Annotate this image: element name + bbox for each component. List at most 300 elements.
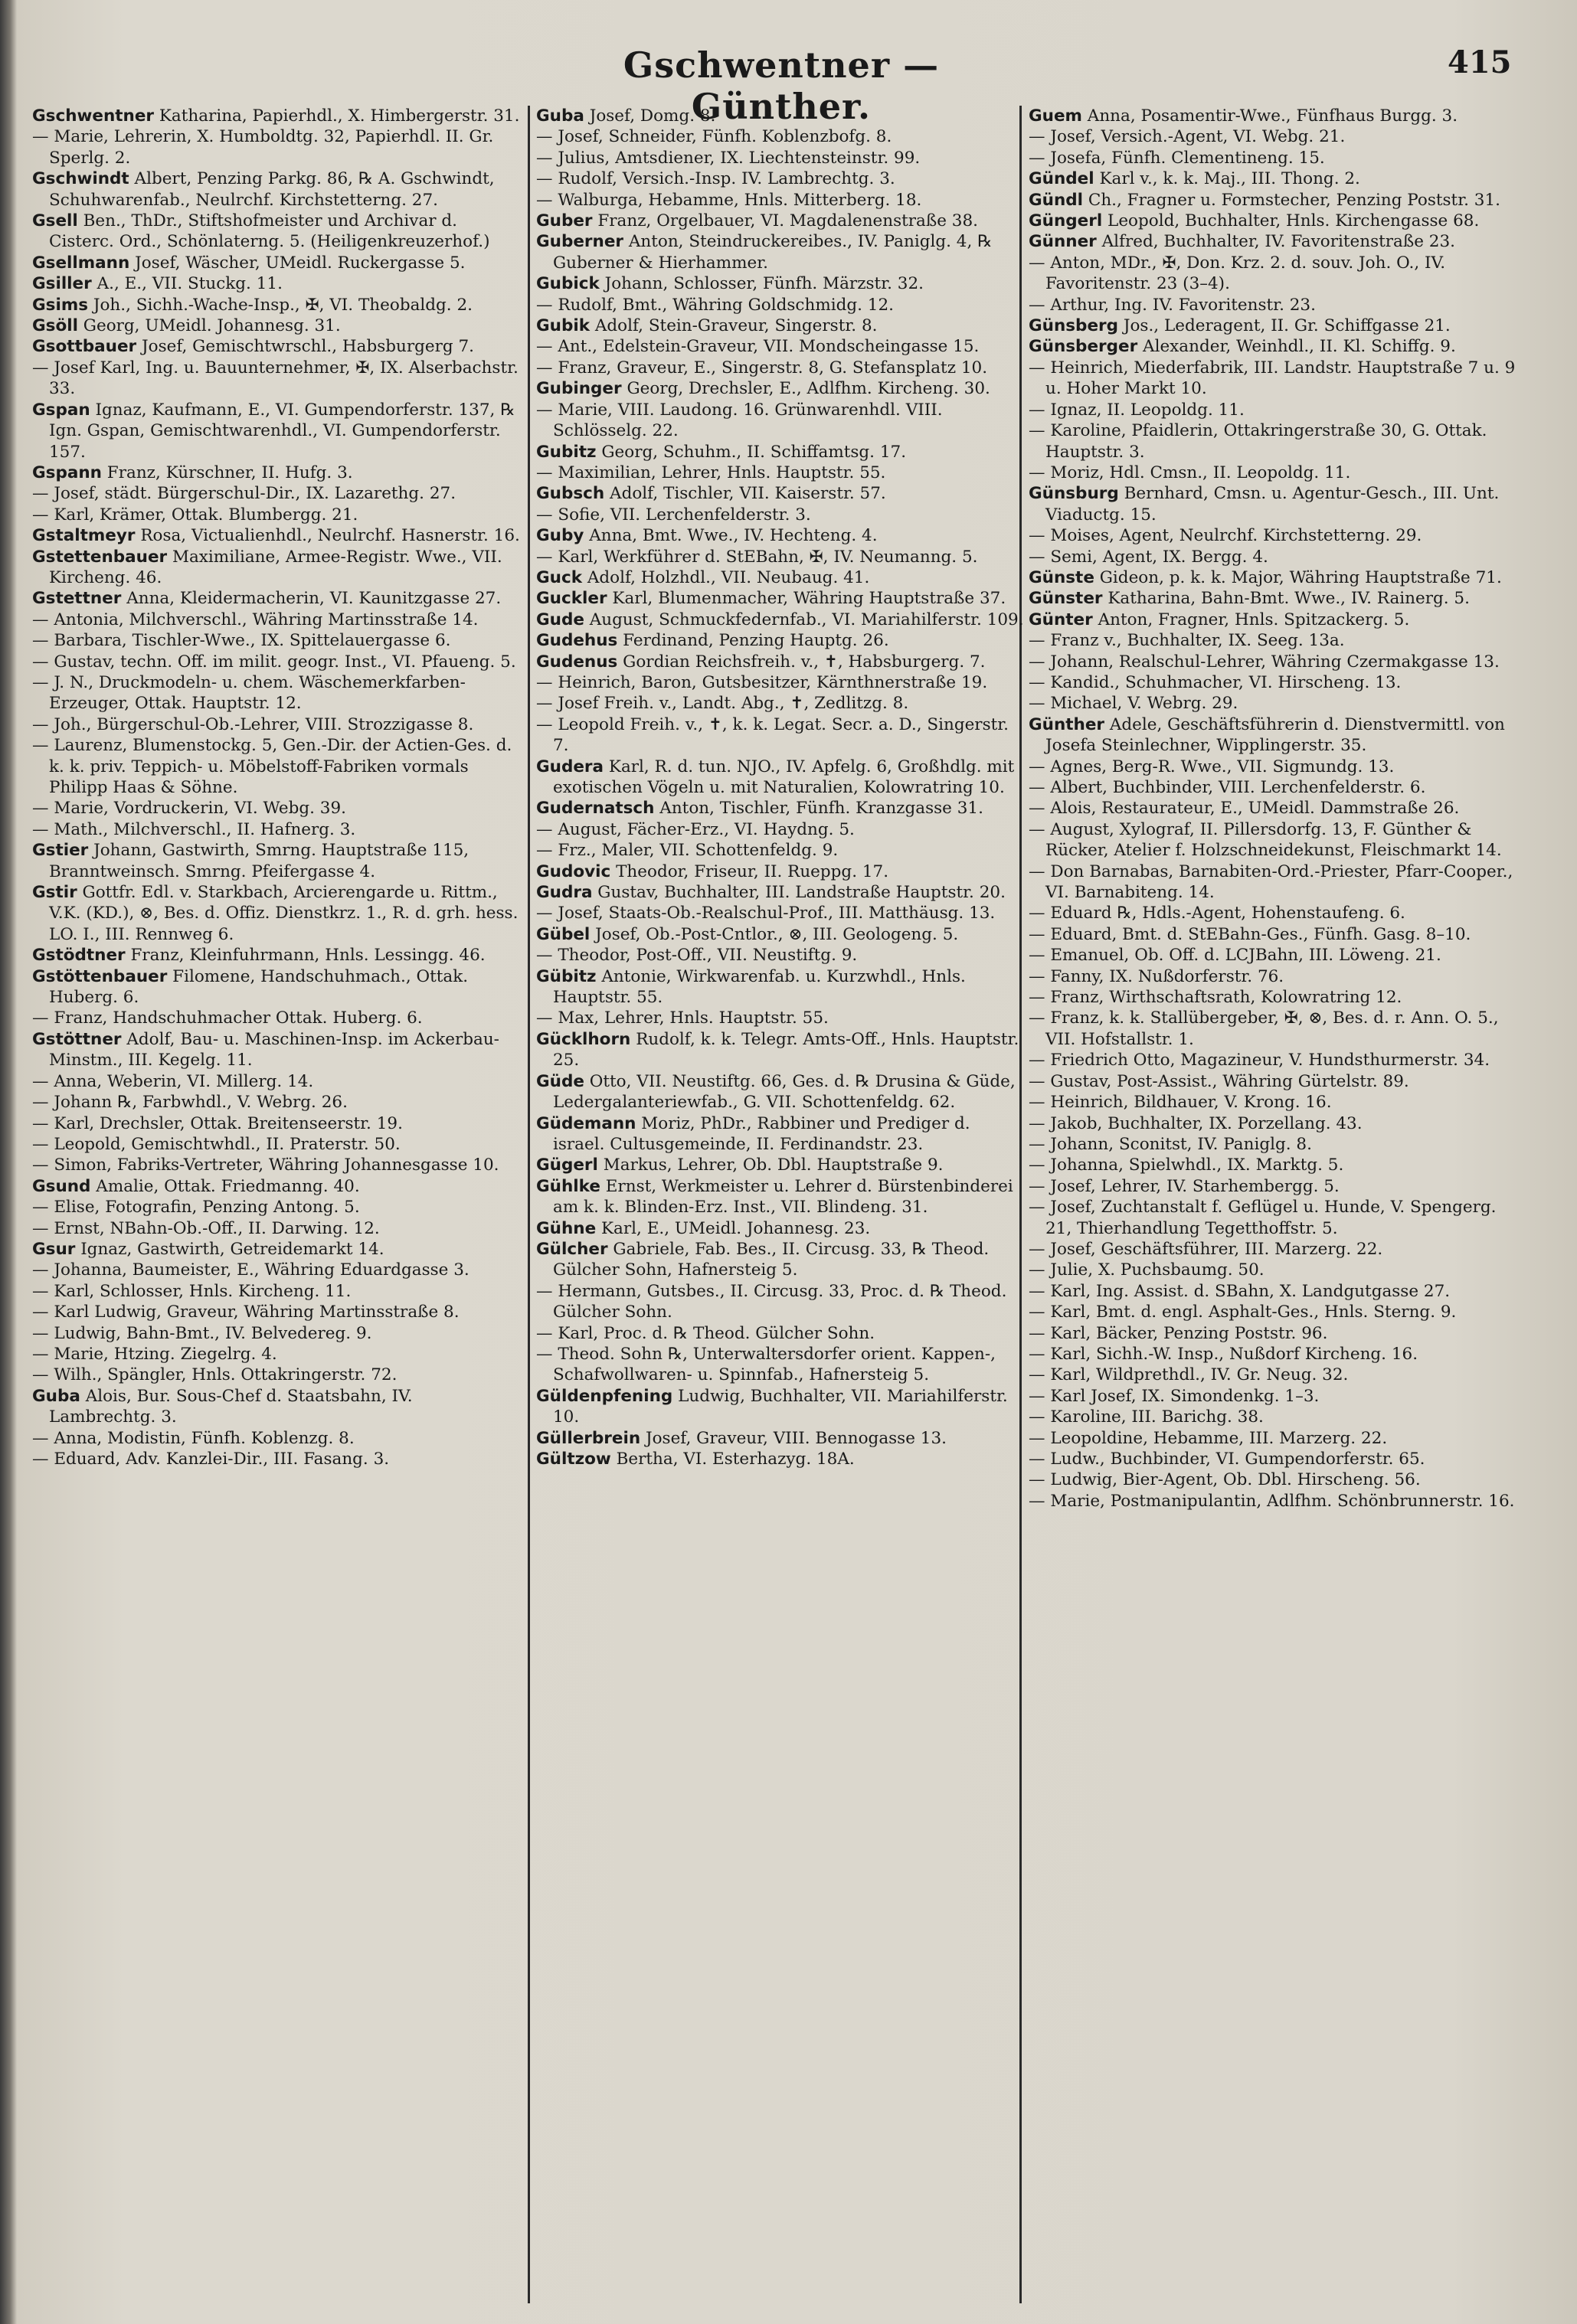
directory-entry (32, 1092, 522, 1113)
entry-details: — Heinrich, Baron, Gutsbesitzer, Kärnthnerstraße 19. (536, 672, 988, 692)
entry-surname: Gstaltmeyr (32, 526, 136, 546)
entry-surname: Gstettner (32, 589, 122, 609)
entry-surname: Gühne (536, 1218, 597, 1238)
directory-entry (536, 378, 1026, 399)
entry-details: — Julius, Amtsdiener, IX. Liechtensteinstr. 99. (536, 148, 921, 168)
directory-entry (1029, 1469, 1526, 1490)
entry-surname: Gsottbauer (32, 337, 137, 357)
directory-entry (32, 610, 522, 630)
entry-details: Josef, Ob.-Post-Cntlor., ⊗, III. Geologeng. 5. (590, 924, 959, 944)
directory-entry (536, 693, 1026, 714)
entry-details: — Josefa, Fünfh. Clementineng. 15. (1029, 148, 1325, 168)
entry-surname: Gstir (32, 883, 77, 903)
entry-surname: Guberner (536, 232, 624, 252)
entry-surname: Gsellmann (32, 253, 130, 273)
entry-details: — Johann, Realschul-Lehrer, Währing Czermakgasse 13. (1029, 652, 1500, 672)
directory-entry (1029, 1008, 1526, 1050)
entry-details: — Ignaz, II. Leopoldg. 11. (1029, 400, 1245, 420)
directory-entry (536, 1029, 1026, 1071)
entry-details: — Albert, Buchbinder, VIII. Lerchenfelderstr. 6. (1029, 778, 1426, 797)
entry-surname: Günther (1029, 714, 1105, 734)
entry-details: — Johanna, Spielwhdl., IX. Marktg. 5. (1029, 1155, 1344, 1175)
entry-surname: Gubitz (536, 442, 597, 462)
entry-details: — Rudolf, Bmt., Währing Goldschmidg. 12. (536, 295, 894, 315)
entry-surname: Gstödtner (32, 946, 126, 966)
entry-surname: Guber (536, 211, 593, 231)
directory-entry (1029, 1092, 1526, 1113)
directory-entry (536, 1113, 1026, 1155)
entry-details: Anna, Kleidermacherin, VI. Kaunitzgasse 27. (121, 589, 502, 609)
entry-details: — August, Fächer-Erz., VI. Haydng. 5. (536, 819, 855, 839)
entry-details: — Josef, städt. Bürgerschul-Dir., IX. Lazarethg. 27. (32, 484, 456, 504)
directory-entry (536, 463, 1026, 483)
entry-details: Ignaz, Kaufmann, E., VI. Gumpendorferstr. 137, ℞ Ign. Gspan, Gemischtwarenhdl., VI. Gumpendorferstr. 157. (49, 400, 515, 462)
directory-entry (536, 525, 1026, 546)
entry-surname: Gudehus (536, 631, 618, 651)
entry-surname: Gudera (536, 757, 604, 776)
directory-entry (1029, 1197, 1526, 1239)
entry-details: — Josef, Versich.-Agent, VI. Webg. 21. (1029, 127, 1346, 147)
entry-details: — Karl Josef, IX. Simondenkg. 1–3. (1029, 1386, 1320, 1406)
entry-details: Josef, Gemischtwrschl., Habsburgerg 7. (136, 337, 475, 357)
directory-column-3 (1029, 106, 1526, 2311)
entry-details: Joh., Sichh.-Wache-Insp., ✠, VI. Theobaldg. 2. (88, 295, 473, 315)
directory-entry (32, 1239, 522, 1260)
directory-entry (536, 652, 1026, 672)
entry-details: — Karl, Ing. Assist. d. SBahn, X. Landgutgasse 27. (1029, 1281, 1451, 1301)
entry-details: Johann, Schlosser, Fünfh. Märzstr. 32. (599, 274, 924, 294)
entry-details: Filomene, Handschuhmach., Ottak. Huberg. 6. (49, 966, 469, 1008)
entry-details: Anna, Bmt. Wwe., IV. Hechteng. 4. (584, 526, 878, 546)
entry-surname: Gubik (536, 316, 591, 336)
entry-details: Adolf, Holzhdl., VII. Neubaug. 41. (582, 567, 870, 587)
entry-details: — Ernst, NBahn-Ob.-Off., II. Darwing. 12. (32, 1218, 380, 1238)
directory-entry (1029, 1155, 1526, 1175)
directory-entry (536, 714, 1026, 757)
directory-entry (1029, 588, 1526, 609)
directory-entry (536, 168, 1026, 189)
entry-details: Karl, E., UMeidl. Johannesg. 23. (596, 1218, 871, 1238)
entry-surname: Gündl (1029, 190, 1084, 210)
entry-details: — Marie, Postmanipulantin, Adlfhm. Schönbrunnerstr. 16. (1029, 1491, 1515, 1511)
directory-entry (1029, 987, 1526, 1008)
directory-entry (32, 672, 522, 714)
directory-entry (1029, 1113, 1526, 1134)
directory-entry (536, 1176, 1026, 1218)
directory-entry (1029, 924, 1526, 945)
directory-entry (32, 1302, 522, 1322)
directory-entry (536, 1239, 1026, 1281)
entry-details: — Johann ℞, Farbwhdl., V. Webrg. 26. (32, 1093, 348, 1113)
entry-details: Josef, Domg. 8. (584, 106, 716, 126)
entry-surname: Gude (536, 610, 584, 629)
directory-entry (536, 945, 1026, 966)
entry-details: — Karl Ludwig, Graveur, Währing Martinsstraße 8. (32, 1303, 460, 1322)
entry-details: — Josef, Zuchtanstalt f. Geflügel u. Hunde, V. Spengerg. 21, Thierhandlung Tegetthoffstr. 5. (1029, 1198, 1497, 1238)
directory-entry (536, 630, 1026, 651)
entry-details: — Wilh., Spängler, Hnls. Ottakringerstr. 72. (32, 1365, 398, 1385)
entry-details: — Leopoldine, Hebamme, III. Marzerg. 22. (1029, 1428, 1388, 1448)
directory-entry (1029, 610, 1526, 630)
entry-surname: Gudovic (536, 861, 611, 881)
entry-details: — Karl, Krämer, Ottak. Blumbergg. 21. (32, 505, 358, 525)
directory-column-2 (536, 106, 1026, 2311)
entry-details: — Josef Karl, Ing. u. Bauunternehmer, ✠, IX. Alserbachstr. 33. (32, 358, 519, 399)
directory-entry (32, 1428, 522, 1449)
directory-entry (1029, 1239, 1526, 1260)
entry-details: — Ludw., Buchbinder, VI. Gumpendorferstr. 65. (1029, 1450, 1425, 1469)
directory-entry (536, 358, 1026, 378)
entry-details: Rudolf, k. k. Telegr. Amts-Off., Hnls. Hauptstr. 25. (553, 1029, 1019, 1070)
directory-entry (32, 945, 522, 966)
entry-details: — Franz, Graveur, E., Singerstr. 8, G. Stefansplatz 10. (536, 358, 988, 378)
directory-entry (32, 253, 522, 273)
directory-entry (536, 1155, 1026, 1175)
entry-details: — Karl, Schlosser, Hnls. Kircheng. 11. (32, 1281, 352, 1301)
entry-details: — Josef, Staats-Ob.-Realschul-Prof., III. Matthäusg. 13. (536, 904, 996, 923)
directory-entry (1029, 420, 1526, 463)
directory-entry (32, 211, 522, 253)
entry-details: — Franz, Wirthschaftsrath, Kolowratring 12. (1029, 988, 1402, 1008)
directory-entry (536, 1344, 1026, 1386)
entry-surname: Guby (536, 526, 584, 546)
entry-surname: Günsburg (1029, 484, 1119, 504)
directory-entry (1029, 463, 1526, 483)
directory-entry (32, 588, 522, 609)
entry-details: Gabriele, Fab. Bes., II. Circusg. 33, ℞ Theod. Gülcher Sohn, Hafnersteig 5. (553, 1239, 990, 1280)
entry-details: — Anna, Modistin, Fünfh. Koblenzg. 8. (32, 1428, 355, 1448)
entry-details: — Karl, Wildprethdl., IV. Gr. Neug. 32. (1029, 1365, 1349, 1385)
entry-surname: Gsell (32, 211, 78, 231)
directory-entry (1029, 106, 1526, 126)
directory-entry (536, 924, 1026, 945)
directory-entry (32, 966, 522, 1008)
entry-details: — Karl, Sichh.-W. Insp., Nußdorf Kircheng. 16. (1029, 1344, 1418, 1364)
entry-surname: Gudernatsch (536, 799, 655, 819)
entry-surname: Günste (1029, 567, 1094, 587)
directory-entry (536, 840, 1026, 861)
directory-entry (1029, 148, 1526, 168)
directory-entry (1029, 798, 1526, 819)
directory-entry (536, 1008, 1026, 1028)
directory-entry (1029, 400, 1526, 420)
entry-details: Franz, Orgelbauer, VI. Magdalenenstraße 38. (592, 211, 978, 231)
entry-details: — Julie, X. Puchsbaumg. 50. (1029, 1260, 1265, 1280)
entry-surname: Gülcher (536, 1239, 608, 1259)
entry-details: — August, Xylograf, II. Pillersdorfg. 13, F. Günther & Rücker, Atelier f. Holzschneidekunst, Fleischmarkt 14. (1029, 819, 1502, 861)
directory-entry (1029, 1134, 1526, 1155)
entry-details: Otto, VII. Neustiftg. 66, Ges. d. ℞ Drusina & Güde, Ledergalanteriewfab., G. VII. Schottenfeldg. 62. (553, 1071, 1016, 1113)
entry-surname: Guba (32, 1386, 80, 1406)
directory-entry (32, 630, 522, 651)
entry-details: Gustav, Buchhalter, III. Landstraße Hauptstr. 20. (592, 883, 1006, 903)
entry-details: Josef, Wäscher, UMeidl. Ruckergasse 5. (129, 253, 466, 273)
entry-surname: Guckler (536, 589, 607, 609)
entry-surname: Gudenus (536, 652, 618, 672)
entry-details: — Gustav, Post-Assist., Währing Gürtelstr. 89. (1029, 1071, 1409, 1091)
directory-entry (1029, 336, 1526, 357)
entry-details: — Rudolf, Versich.-Insp. IV. Lambrechtg. 3. (536, 169, 895, 189)
directory-entry (536, 1449, 1026, 1469)
entry-surname: Gstettenbauer (32, 547, 168, 567)
directory-entry (1029, 547, 1526, 567)
directory-entry (1029, 1386, 1526, 1407)
directory-entry (32, 1365, 522, 1385)
entry-details: Johann, Gastwirth, Smrng. Hauptstraße 115, Branntweinsch. Smrng. Pfeifergasse 4. (49, 841, 470, 881)
entry-surname: Günsberg (1029, 316, 1119, 336)
entry-details: Anna, Posamentir-Wwe., Fünfhaus Burgg. 3. (1081, 106, 1458, 126)
column-rule (528, 106, 530, 2303)
entry-details: — Semi, Agent, IX. Bergg. 4. (1029, 547, 1268, 567)
entry-details: — Karl, Proc. d. ℞ Theod. Gülcher Sohn. (536, 1323, 875, 1343)
entry-details: Georg, Drechsler, E., Adlfhm. Kircheng. 30. (621, 379, 990, 399)
entry-details: Bertha, VI. Esterhazyg. 18A. (610, 1450, 855, 1469)
entry-surname: Gstöttner (32, 1029, 122, 1049)
entry-surname: Gschwindt (32, 169, 129, 189)
entry-details: Rosa, Victualienhdl., Neulrchf. Hasnerstr. 16. (135, 526, 520, 546)
directory-entry (536, 588, 1026, 609)
directory-entry (32, 882, 522, 945)
entry-surname: Gültzow (536, 1450, 611, 1469)
entry-surname: Gücklhorn (536, 1029, 631, 1049)
entry-details: — Fanny, IX. Nußdorferstr. 76. (1029, 966, 1284, 986)
entry-details: Antonie, Wirkwarenfab. u. Kurzwhdl., Hnls. Hauptstr. 55. (553, 966, 966, 1008)
directory-entry (1029, 903, 1526, 923)
directory-entry (1029, 1407, 1526, 1427)
entry-surname: Günner (1029, 232, 1097, 252)
entry-details: — Ant., Edelstein-Graveur, VII. Mondscheingasse 15. (536, 337, 980, 357)
entry-details: — Franz, k. k. Stallübergeber, ✠, ⊗, Bes. d. r. Ann. O. 5., VII. Hofstallstr. 1. (1029, 1008, 1499, 1049)
entry-details: Katharina, Bahn-Bmt. Wwe., IV. Rainerg. 5. (1102, 589, 1470, 609)
entry-surname: Gündel (1029, 169, 1094, 189)
directory-entry (32, 1323, 522, 1344)
entry-surname: Gubsch (536, 484, 605, 504)
directory-column-1 (32, 106, 522, 2311)
directory-entry (32, 273, 522, 294)
entry-surname: Gsöll (32, 316, 78, 336)
entry-surname: Gsims (32, 295, 89, 315)
entry-details: — Jakob, Buchhalter, IX. Porzellang. 43. (1029, 1113, 1363, 1133)
entry-details: — Gustav, techn. Off. im milit. geogr. Inst., VI. Pfaueng. 5. (32, 652, 516, 672)
entry-surname: Gübitz (536, 966, 597, 986)
directory-entry (1029, 1281, 1526, 1302)
entry-details: Moriz, PhDr., Rabbiner und Prediger d. israel. Cultusgemeinde, II. Ferdinandstr. 23. (553, 1113, 970, 1154)
entry-details: — Franz v., Buchhalter, IX. Seeg. 13a. (1029, 631, 1345, 651)
directory-entry (32, 1008, 522, 1028)
entry-surname: Güdemann (536, 1113, 636, 1133)
directory-entry (1029, 757, 1526, 777)
directory-entry (32, 1029, 522, 1071)
entry-details: — Karl, Werkführer d. StEBahn, ✠, IV. Neumanng. 5. (536, 547, 978, 567)
directory-entry (1029, 231, 1526, 252)
page-number: 415 (1448, 44, 1512, 80)
entry-surname: Gubinger (536, 379, 622, 399)
directory-entry (536, 1281, 1026, 1323)
entry-surname: Güldenpfening (536, 1386, 673, 1406)
entry-details: Ben., ThDr., Stiftshofmeister und Archivar d. Cisterc. Ord., Schönlaterng. 5. (Heiligenkreuzerhof.) (49, 211, 490, 252)
entry-details: — Alois, Restaurateur, E., UMeidl. Dammstraße 26. (1029, 799, 1460, 819)
entry-surname: Gügerl (536, 1155, 598, 1175)
directory-entry (1029, 1365, 1526, 1385)
entry-surname: Guem (1029, 106, 1082, 126)
entry-surname: Gschwentner (32, 106, 155, 126)
directory-entry (536, 1323, 1026, 1344)
directory-entry (536, 610, 1026, 630)
entry-details: — Karl, Bäcker, Penzing Poststr. 96. (1029, 1323, 1328, 1343)
directory-entry (536, 882, 1026, 903)
entry-surname: Gsur (32, 1239, 76, 1259)
directory-entry (32, 1449, 522, 1469)
entry-details: — Marie, Htzing. Ziegelrg. 4. (32, 1344, 277, 1364)
directory-entry (32, 106, 522, 126)
directory-entry (1029, 945, 1526, 966)
entry-details: Gottfr. Edl. v. Starkbach, Arcierengarde u. Rittm., V.K. (KD.), ⊗, Bes. d. Offiz. Dienstkrz. 1., R. d. grh. hess. LO. I., III. Rennweg 6. (49, 883, 519, 944)
entry-surname: Güde (536, 1071, 584, 1091)
directory-entry (536, 966, 1026, 1008)
directory-entry (1029, 567, 1526, 588)
entry-surname: Gsund (32, 1176, 91, 1196)
directory-entry (1029, 966, 1526, 987)
entry-details: — Hermann, Gutsbes., II. Circusg. 33, Proc. d. ℞ Theod. Gülcher Sohn. (536, 1281, 1007, 1322)
entry-details: Anton, Steindruckereibes., IV. Paniglg. 4, ℞ Guberner & Hierhammer. (553, 232, 993, 273)
entry-details: — Anton, MDr., ✠, Don. Krz. 2. d. souv. Joh. O., IV. Favoritenstr. 23 (3–4). (1029, 253, 1446, 294)
directory-entry (1029, 1449, 1526, 1469)
entry-details: Alexander, Weinhdl., II. Kl. Schiffg. 9. (1137, 337, 1456, 357)
entry-details: — Walburga, Hebamme, Hnls. Mitterberg. 18. (536, 190, 922, 210)
directory-entry (536, 442, 1026, 463)
directory-entry (32, 798, 522, 819)
entry-details: — Max, Lehrer, Hnls. Hauptstr. 55. (536, 1008, 829, 1028)
directory-entry (536, 231, 1026, 273)
entry-details: Gideon, p. k. k. Major, Währing Hauptstraße 71. (1094, 567, 1502, 587)
entry-details: — Johanna, Baumeister, E., Währing Eduardgasse 3. (32, 1260, 470, 1280)
entry-details: Ch., Fragner u. Formstecher, Penzing Poststr. 31. (1083, 190, 1500, 210)
entry-surname: Gudra (536, 883, 593, 903)
directory-entry (1029, 693, 1526, 714)
entry-surname: Güllerbrein (536, 1428, 641, 1448)
entry-details: — Ludwig, Bahn-Bmt., IV. Belvedereg. 9. (32, 1323, 372, 1343)
entry-details: Bernhard, Cmsn. u. Agentur-Gesch., III. Unt. Viaductg. 15. (1045, 484, 1500, 525)
entry-surname: Gsiller (32, 274, 92, 294)
entry-details: Adele, Geschäftsführerin d. Dienstvermittl. von Josefa Steinlechner, Wipplingerstr. 35. (1045, 714, 1505, 756)
entry-details: — Eduard ℞, Hdls.-Agent, Hohenstaufeng. 6. (1029, 904, 1405, 923)
directory-entry (1029, 1050, 1526, 1070)
entry-details: — J. N., Druckmodeln- u. chem. Wäschemerkfarben-Erzeuger, Ottak. Hauptstr. 12. (32, 672, 466, 714)
directory-entry (32, 168, 522, 211)
directory-entry (1029, 126, 1526, 147)
entry-details: Katharina, Papierhdl., X. Himbergerstr. 31. (154, 106, 520, 126)
entry-details: Adolf, Bau- u. Maschinen-Insp. im Ackerbau-Minstm., III. Kegelg. 11. (49, 1029, 499, 1070)
directory-entry (32, 126, 522, 168)
entry-details: — Barbara, Tischler-Wwe., IX. Spittelauergasse 6. (32, 631, 451, 651)
directory-entry (536, 819, 1026, 840)
entry-surname: Gübel (536, 924, 591, 944)
directory-entry (536, 567, 1026, 588)
entry-details: — Josef, Lehrer, IV. Starhembergg. 5. (1029, 1176, 1340, 1196)
directory-entry (1029, 714, 1526, 757)
entry-surname: Gubick (536, 274, 600, 294)
entry-details: — Karl, Bmt. d. engl. Asphalt-Ges., Hnls. Sterng. 9. (1029, 1303, 1457, 1322)
entry-details: — Johann, Sconitst, IV. Paniglg. 8. (1029, 1134, 1312, 1154)
directory-entry (536, 1218, 1026, 1239)
entry-list (1029, 106, 1526, 1512)
entry-details: August, Schmuckfedernfab., VI. Mariahilferstr. 109. (584, 610, 1024, 629)
entry-details: — Emanuel, Ob. Off. d. LCJBahn, III. Löweng. 21. (1029, 946, 1441, 966)
directory-entry (1029, 777, 1526, 798)
entry-surname: Günsberger (1029, 337, 1138, 357)
entry-details: Gordian Reichsfreih. v., ✝, Habsburgerg. 7. (617, 652, 986, 672)
directory-entry (1029, 819, 1526, 861)
entry-details: Anton, Fragner, Hnls. Spitzackerg. 5. (1092, 610, 1410, 629)
directory-entry (32, 1344, 522, 1365)
entry-details: — Marie, VIII. Laudong. 16. Grünwarenhdl. VIII. Schlösselg. 22. (536, 400, 943, 441)
directory-entry (1029, 295, 1526, 315)
directory-entry (1029, 1302, 1526, 1322)
entry-details: — Theodor, Post-Off., VII. Neustiftg. 9. (536, 946, 858, 966)
entry-details: — Karoline, III. Barichg. 38. (1029, 1407, 1264, 1427)
directory-entry (536, 1428, 1026, 1449)
entry-details: Markus, Lehrer, Ob. Dbl. Hauptstraße 9. (597, 1155, 944, 1175)
directory-entry (32, 1155, 522, 1175)
entry-details: — Kandid., Schuhmacher, VI. Hirscheng. 13. (1029, 672, 1402, 692)
directory-entry (1029, 1344, 1526, 1365)
entry-details: — Sofie, VII. Lerchenfelderstr. 3. (536, 505, 811, 525)
directory-entry (32, 819, 522, 840)
directory-entry (32, 1260, 522, 1280)
entry-details: — Leopold, Gemischtwhdl., II. Praterstr. 50. (32, 1134, 401, 1154)
entry-details: Ernst, Werkmeister u. Lehrer d. Bürstenbinderei am k. k. Blinden-Erz. Inst., VII. Blindeng. 31. (553, 1176, 1013, 1218)
entry-details: Georg, UMeidl. Johannesg. 31. (77, 316, 341, 336)
directory-entry (32, 1071, 522, 1092)
directory-entry (536, 211, 1026, 231)
entry-surname: Gstier (32, 841, 89, 861)
entry-details: — Heinrich, Miederfabrik, III. Landstr. Hauptstraße 7 u. 9 u. Hoher Markt 10. (1029, 358, 1516, 399)
entry-details: — Moises, Agent, Neulrchf. Kirchstetterng. 29. (1029, 526, 1422, 546)
entry-details: Maximiliane, Armee-Registr. Wwe., VII. Kircheng. 46. (49, 547, 502, 587)
entry-details: Amalie, Ottak. Friedmanng. 40. (90, 1176, 360, 1196)
directory-entry (1029, 1428, 1526, 1449)
directory-entry (536, 483, 1026, 504)
entry-details: Karl v., k. k. Maj., III. Thong. 2. (1094, 169, 1360, 189)
directory-entry (536, 126, 1026, 147)
entry-details: Josef, Graveur, VIII. Bennogasse 13. (640, 1428, 947, 1448)
directory-entry (32, 1197, 522, 1218)
directory-entry (1029, 358, 1526, 400)
directory-entry (536, 148, 1026, 168)
entry-details: Georg, Schuhm., II. Schiffamtsg. 17. (596, 442, 907, 462)
directory-entry (536, 903, 1026, 923)
entry-surname: Günter (1029, 610, 1093, 629)
directory-entry (32, 336, 522, 357)
entry-details: Franz, Kleinfuhrmann, Hnls. Lessingg. 46. (125, 946, 486, 966)
entry-surname: Güngerl (1029, 211, 1103, 231)
entry-details: — Simon, Fabriks-Vertreter, Währing Johannesgasse 10. (32, 1155, 499, 1175)
entry-details: — Eduard, Adv. Kanzlei-Dir., III. Fasang. 3. (32, 1450, 390, 1469)
entry-details: — Arthur, Ing. IV. Favoritenstr. 23. (1029, 295, 1316, 315)
entry-details: — Marie, Vordruckerin, VI. Webg. 39. (32, 799, 346, 819)
directory-entry (1029, 211, 1526, 231)
entry-details: — Joh., Bürgerschul-Ob.-Lehrer, VIII. Strozzigasse 8. (32, 714, 474, 734)
entry-details: Franz, Kürschner, II. Hufg. 3. (101, 463, 353, 482)
directory-entry (32, 652, 522, 672)
entry-details: — Karoline, Pfaidlerin, Ottakringerstraße 30, G. Ottak. Hauptstr. 3. (1029, 421, 1487, 462)
directory-entry (1029, 672, 1526, 693)
directory-entry (32, 400, 522, 463)
entry-details: Ludwig, Buchhalter, VII. Mariahilferstr. 10. (553, 1386, 1008, 1427)
entry-surname: Guba (536, 106, 584, 126)
entry-details: — Maximilian, Lehrer, Hnls. Hauptstr. 55. (536, 463, 886, 482)
directory-entry (32, 358, 522, 400)
